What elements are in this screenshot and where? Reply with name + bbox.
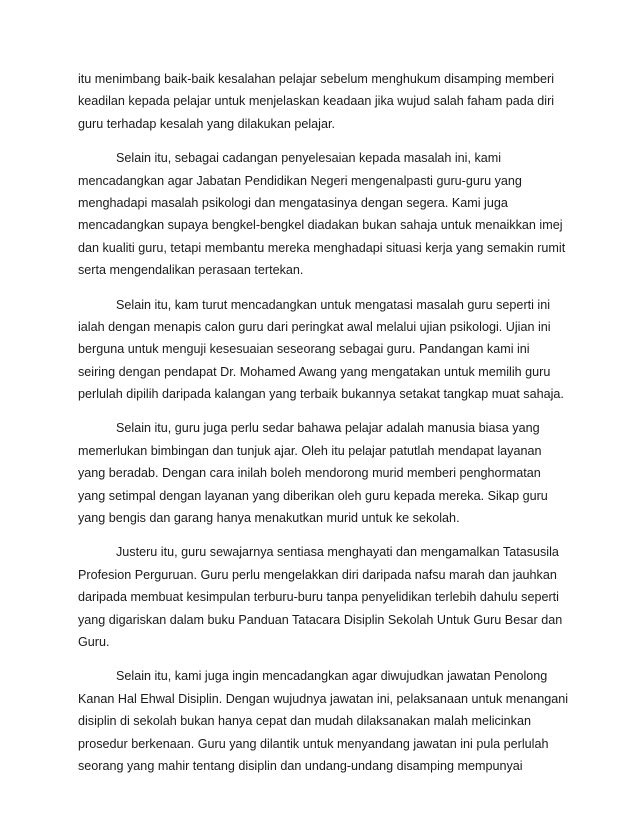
- text-line: disiplin di sekolah bukan hanya cepat dan mudah dilaksanakan malah melicinkan: [78, 714, 531, 729]
- text-line: menghadapi masalah psikologi dan mengatasinya dengan segera. Kami juga: [78, 195, 508, 210]
- text-line: memerlukan bimbingan dan tunjuk ajar. Oleh itu pelajar patutlah mendapat layanan: [78, 443, 542, 458]
- text-line: mencadangkan agar Jabatan Pendidikan Negeri mengenalpasti guru-guru yang: [78, 173, 522, 188]
- text-line: itu menimbang baik-baik kesalahan pelajar sebelum menghukum disamping memberi: [78, 72, 555, 86]
- text-line: Selain itu, kami juga ingin mencadangkan agar diwujudkan jawatan Penolong: [116, 669, 548, 684]
- text-line: Kanan Hal Ehwal Disiplin. Dengan wujudnya jawatan ini, pelaksanaan untuk menangani: [78, 691, 569, 706]
- text-line: seiring dengan pendapat Dr. Mohamed Awang yang mengatakan untuk memilih guru: [78, 364, 551, 379]
- text-line: Guru.: [78, 634, 110, 649]
- paragraph: [78, 68, 568, 135]
- text-line: yang beradab. Dengan cara inilah boleh mendorong murid memberi penghormatan: [78, 466, 541, 481]
- paragraph: [78, 541, 568, 653]
- text-line: dan kualiti guru, tetapi membantu mereka menghadapi situasi kerja yang semakin rumit: [78, 240, 566, 255]
- text-line: Profesion Perguruan. Guru perlu mengelakkan diri daripada nafsu marah dan jauhkan: [78, 567, 557, 582]
- text-line: keadilan kepada pelajar untuk menjelaskan keadaan jika wujud salah faham pada diri: [78, 94, 555, 109]
- paragraph: [78, 417, 568, 529]
- text-line: guru terhadap kesalah yang dilakukan pelajar.: [78, 116, 335, 131]
- body-text: [78, 68, 568, 789]
- text-line: mencadangkan supaya bengkel-bengkel diadakan bukan sahaja untuk menaikkan imej: [78, 218, 563, 233]
- text-line: berguna untuk menguji kesesuaian seseorang sebagai guru. Pandangan kami ini: [78, 342, 530, 357]
- text-line: yang digariskan dalam buku Panduan Tatacara Disiplin Sekolah Untuk Guru Besar dan: [78, 612, 563, 627]
- text-line: yang bengis dan garang hanya menakutkan murid untuk ke sekolah.: [78, 511, 460, 526]
- text-line: Selain itu, guru juga perlu sedar bahawa pelajar adalah manusia biasa yang: [116, 421, 540, 436]
- paragraph: [78, 147, 568, 281]
- text-line: Selain itu, sebagai cadangan penyelesaian kepada masalah ini, kami: [116, 151, 502, 166]
- text-line: perlulah dipilih daripada kalangan yang terbaik bukannya setakat tangkap muat sahaja.: [78, 387, 564, 402]
- paragraph: [78, 665, 568, 777]
- text-line: prosedur berkenaan. Guru yang dilantik untuk menyandang jawatan ini pula perlulah: [78, 736, 549, 751]
- text-line: seorang yang mahir tentang disiplin dan undang-undang disamping mempunyai: [78, 758, 523, 773]
- text-line: Justeru itu, guru sewajarnya sentiasa menghayati dan mengamalkan Tatasusila: [116, 545, 559, 560]
- text-line: daripada membuat kesimpulan terburu-buru tanpa penyelidikan terlebih dahulu seperti: [78, 590, 559, 605]
- text-line: Selain itu, kam turut mencadangkan untuk mengatasi masalah guru seperti ini: [116, 297, 551, 312]
- text-line: yang setimpal dengan layanan yang diberikan oleh guru kepada mereka. Sikap guru: [78, 488, 548, 503]
- text-line: serta mengendalikan perasaan tertekan.: [78, 263, 304, 278]
- paragraph: [78, 294, 568, 406]
- text-line: ialah dengan menapis calon guru dari peringkat awal melalui ujian psikologi. Ujian ini: [78, 319, 551, 334]
